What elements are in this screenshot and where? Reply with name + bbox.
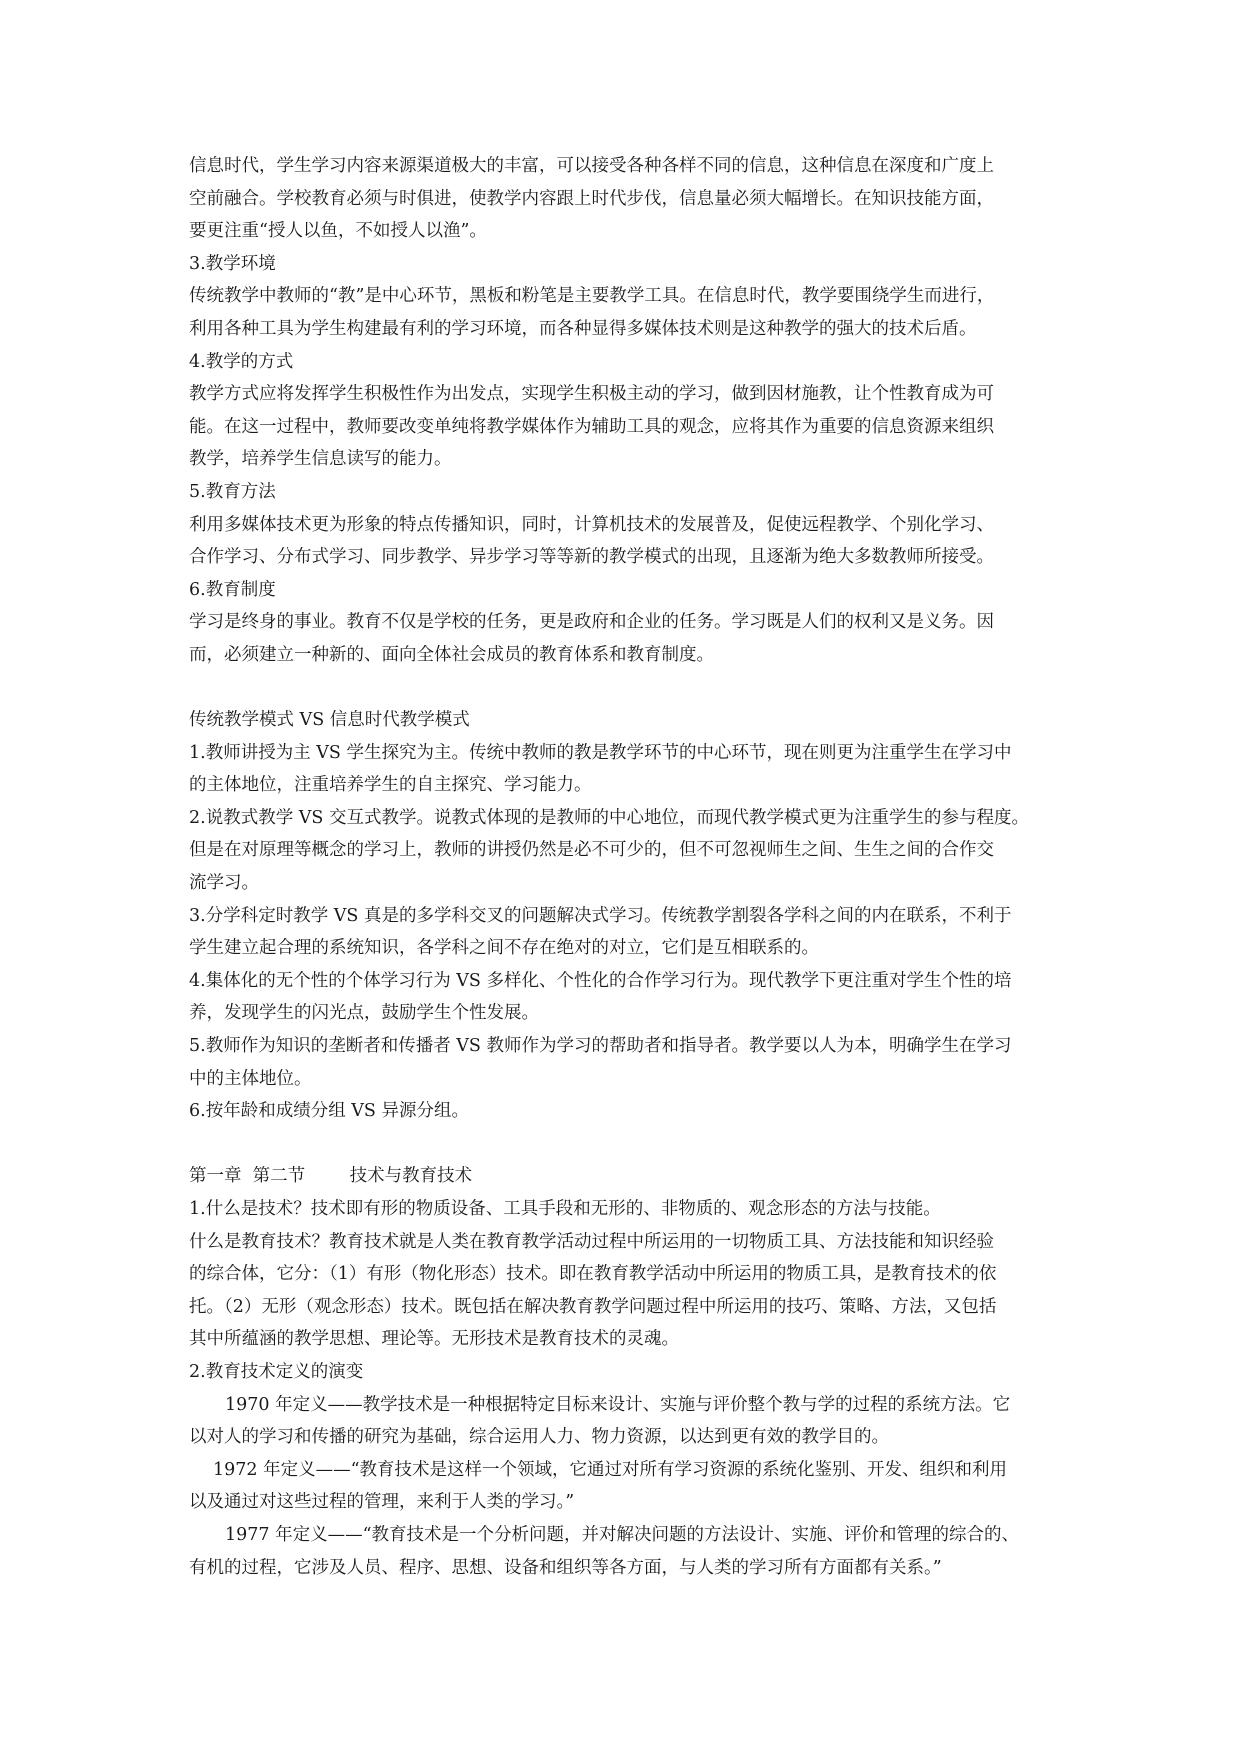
text-line: 以对人的学习和传播的研究为基础，综合运用人力、物力资源，以达到更有效的教学目的。 (189, 1427, 889, 1448)
comparison-item-3 (189, 900, 1059, 965)
text-line: 能。在这一过程中，教师要改变单纯将教学媒体作为辅助工具的观念，应将其作为重要的信息资源来组织 (189, 416, 994, 437)
text-line: 以及通过对这些过程的管理，来利于人类的学习。” (189, 1492, 575, 1513)
text-line: 学习是终身的事业。教育不仅是学校的任务，更是政府和企业的任务。学习既是人们的权利又是义务。因 (189, 612, 994, 633)
paragraph-education-system (189, 606, 1059, 671)
paragraph-education-method (189, 509, 1059, 574)
heading-definition-evolution: 2.教育技术定义的演变 (189, 1361, 364, 1382)
text-line: 利用各种工具为学生构建最有利的学习环境，而各种显得多媒体技术则是这种教学的强大的技术后盾。 (189, 318, 977, 339)
heading-teaching-method: 4.教学的方式 (189, 351, 294, 372)
text-line: 要更注重“授人以鱼，不如授人以渔”。 (189, 221, 487, 242)
text-line: 3.分学科定时教学 VS 真是的多学科交叉的问题解决式学习。传统教学割裂各学科之间的内在联系，不利于 (189, 905, 1012, 926)
text-line: 但是在对原理等概念的学习上，教师的讲授仍然是必不可少的，但不可忽视师生之间、生生之间的合作交 (189, 840, 994, 861)
heading-teaching-environment: 3.教学环境 (189, 253, 276, 274)
comparison-item-4 (189, 965, 1059, 1030)
text-line: 而，必须建立一种新的、面向全体社会成员的教育体系和教育制度。 (189, 644, 714, 665)
heading-education-system: 6.教育制度 (189, 579, 276, 600)
definition-1977 (189, 1519, 1059, 1584)
text-line: 其中所蕴涵的教学思想、理论等。无形技术是教育技术的灵魂。 (189, 1329, 679, 1350)
definition-1972 (189, 1454, 1059, 1519)
paragraph-teaching-method (189, 378, 1059, 476)
comparison-item-2 (189, 802, 1059, 900)
text-line: 合作学习、分布式学习、同步教学、异步学习等等新的教学模式的出现，且逐渐为绝大多数教师所接受。 (189, 547, 994, 568)
chapter-section-title: 第一章 第二节 技术与教育技术 (189, 1166, 473, 1187)
what-is-education-technology (189, 1226, 1059, 1356)
text-line: 传统教学中教师的“教”是中心环节，黑板和粉笔是主要教学工具。在信息时代，教学要围绕学生而进行， (189, 286, 995, 307)
text-line: 的综合体，它分：（1）有形（物化形态）技术。即在教育教学活动中所运用的物质工具，是教育技术的依 (189, 1264, 997, 1285)
spacer (189, 672, 1059, 705)
text-line: 1977 年定义——“教育技术是一个分析问题，并对解决问题的方法设计、实施、评价和管理的综合的、 (225, 1524, 1020, 1545)
text-line: 1972 年定义——“教育技术是这样一个领域，它通过对所有学习资源的系统化鉴别、开发、组织和利用 (213, 1459, 1008, 1480)
text-line: 信息时代，学生学习内容来源渠道极大的丰富，可以接受各种各样不同的信息，这种信息在深度和广度上 (189, 156, 994, 176)
text-line: 利用多媒体技术更为形象的特点传播知识，同时，计算机技术的发展普及，促使远程教学、个别化学习、 (189, 514, 994, 535)
text-line: 养，发现学生的闪光点，鼓励学生个性发展。 (189, 1003, 539, 1024)
text-line: 的主体地位，注重培养学生的自主探究、学习能力。 (189, 775, 592, 796)
heading-education-method: 5.教育方法 (189, 481, 276, 502)
text-line: 有机的过程，它涉及人员、程序、思想、设备和组织等各方面，与人类的学习所有方面都有关系。” (189, 1557, 942, 1578)
text-line: 6.按年龄和成绩分组 VS 异源分组。 (189, 1101, 469, 1122)
text-line: 托。（2）无形（观念形态）技术。既包括在解决教育教学问题过程中所运用的技巧、策略、方法，又包括 (189, 1296, 997, 1317)
paragraph-teaching-environment (189, 280, 1059, 345)
text-line: 空前融合。学校教育必须与时俱进，使教学内容跟上时代步伐，信息量必须大幅增长。在知识技能方面， (189, 188, 994, 209)
text-line: 1.教师讲授为主 VS 学生探究为主。传统中教师的教是教学环节的中心环节，现在则更为注重学生在学习中 (189, 742, 1012, 763)
text-line: 什么是教育技术？教育技术就是人类在教育教学活动过程中所运用的一切物质工具、方法技能和知识经验 (189, 1231, 994, 1252)
text-line: 5.教师作为知识的垄断者和传播者 VS 教师作为学习的帮助者和指导者。教学要以人为本，明确学生在学习 (189, 1036, 1012, 1057)
text-line: 学生建立起合理的系统知识，各学科之间不存在绝对的对立，它们是互相联系的。 (189, 938, 819, 959)
comparison-item-1 (189, 737, 1059, 802)
comparison-item-6 (189, 1095, 1059, 1128)
text-line: 教学方式应将发挥学生积极性作为出发点，实现学生积极主动的学习，做到因材施教，让个性教育成为可 (189, 384, 994, 405)
spacer (189, 1128, 1059, 1161)
what-is-technology: 1.什么是技术？技术即有形的物质设备、工具手段和无形的、非物质的、观念形态的方法与技能。 (189, 1199, 941, 1219)
section-title-comparison: 传统教学模式 VS 信息时代教学模式 (189, 710, 470, 731)
text-line: 4.集体化的无个性的个体学习行为 VS 多样化、个性化的合作学习行为。现代教学下更注重对学生个性的培 (189, 970, 1012, 991)
text-line: 2.说教式教学 VS 交互式教学。说教式体现的是教师的中心地位，而现代教学模式更为注重学生的参与程度。 (189, 807, 1029, 828)
comparison-item-5 (189, 1030, 1059, 1095)
text-line: 教学，培养学生信息读写的能力。 (189, 449, 452, 470)
intro-paragraph (189, 150, 1059, 248)
document-page (189, 150, 1059, 1584)
text-line: 流学习。 (189, 873, 259, 894)
text-line: 中的主体地位。 (189, 1068, 312, 1089)
text-line: 1970 年定义——教学技术是一种根据特定目标来设计、实施与评价整个教与学的过程的系统方法。它 (225, 1394, 1011, 1415)
definition-1970 (189, 1389, 1059, 1454)
